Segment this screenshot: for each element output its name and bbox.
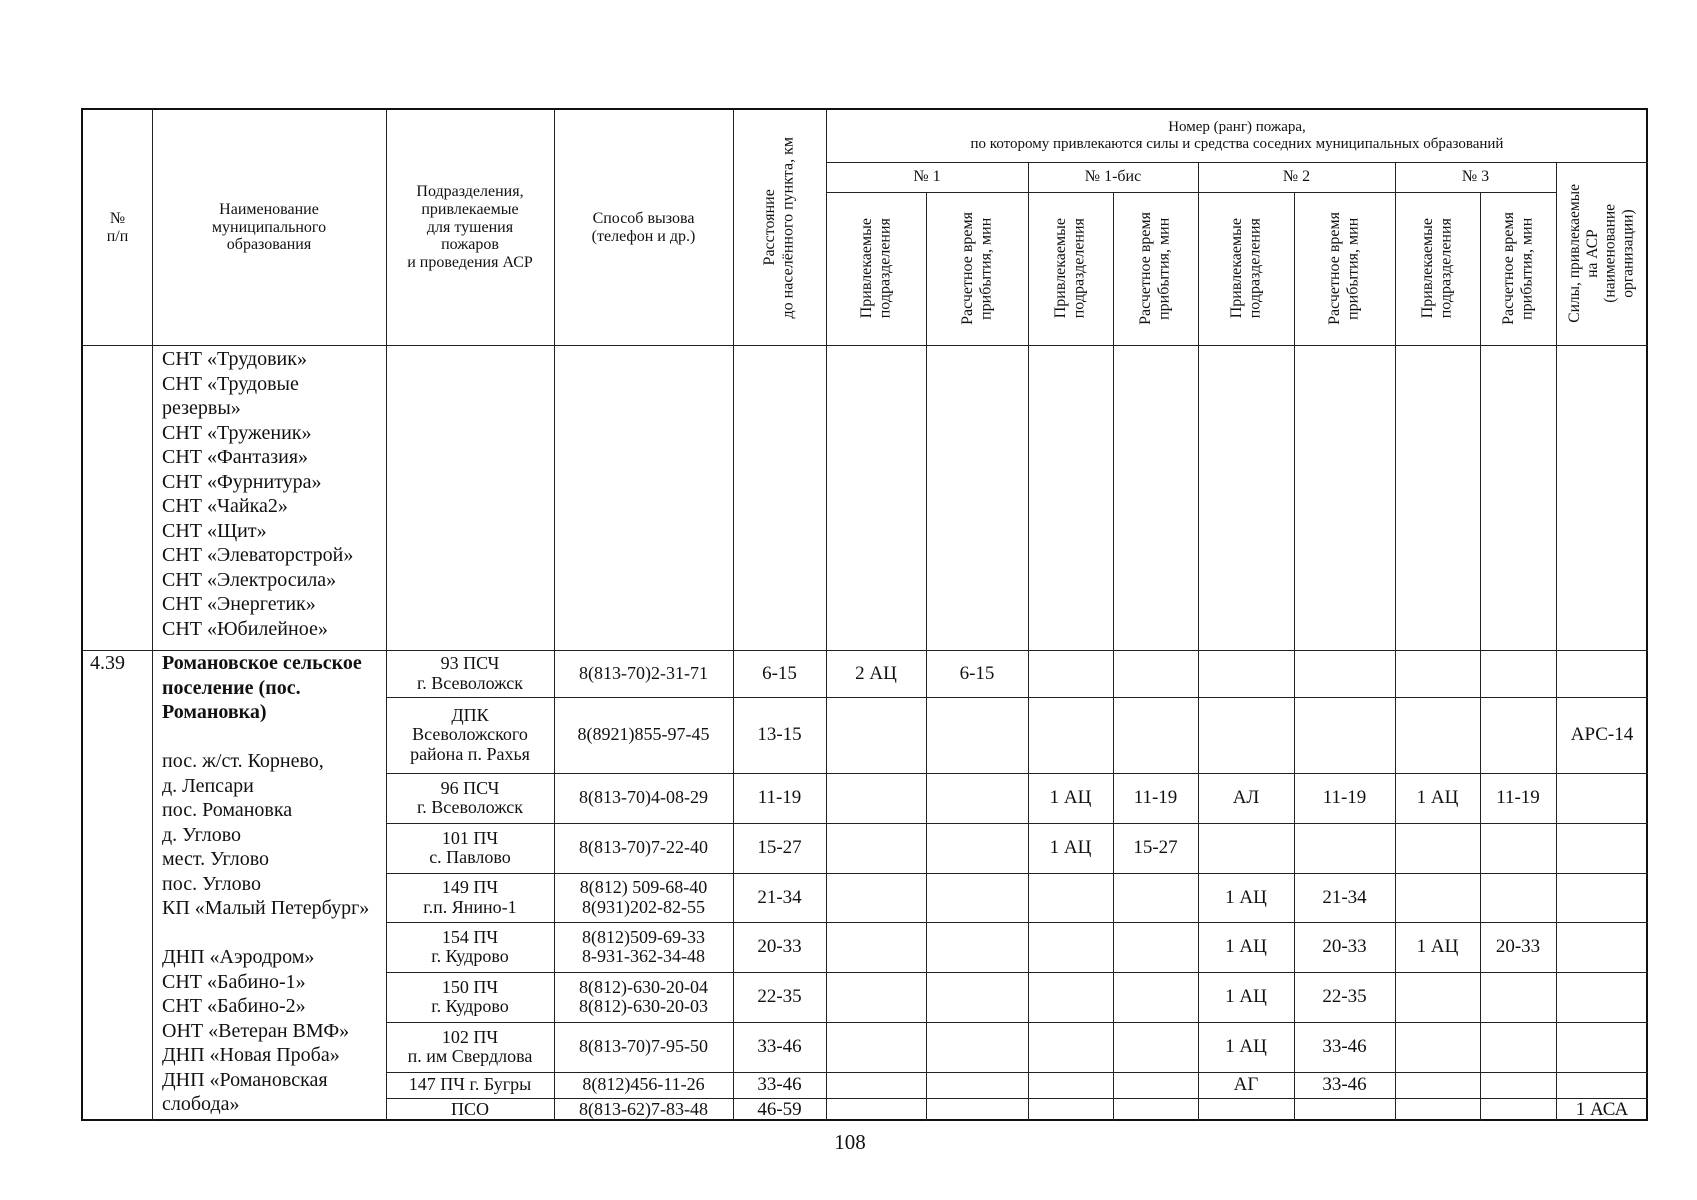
settlement-item: пос. Углово bbox=[162, 872, 261, 895]
header-call-method: Способ вызова (телефон и др.) bbox=[591, 209, 696, 245]
table-cell-r2t bbox=[1294, 650, 1395, 697]
list-item: СНТ «Фурнитура» bbox=[162, 470, 322, 493]
header-rank-3: № 3 bbox=[1461, 168, 1490, 186]
header-r3-time-text: Расчетное время прибытия, мин bbox=[1499, 212, 1535, 325]
table-rule bbox=[386, 972, 1648, 973]
table-cell-r1t bbox=[926, 697, 1028, 773]
table-cell-rbt bbox=[1113, 922, 1198, 972]
table-cell-r2t bbox=[1294, 1098, 1395, 1121]
table-cell-dist: 13-15 bbox=[757, 724, 802, 746]
table-cell-r1u bbox=[826, 773, 926, 823]
table-cell-r1u bbox=[826, 972, 926, 1022]
table-cell-r1u bbox=[826, 823, 926, 873]
table-cell-rbu bbox=[1028, 1072, 1113, 1098]
fire-response-table bbox=[81, 108, 1648, 1121]
table-cell-dist: 21-34 bbox=[757, 886, 802, 908]
list-item: СНТ «Фантазия» bbox=[162, 446, 309, 468]
table-cell-r3u bbox=[1395, 873, 1480, 922]
table-rule bbox=[1028, 162, 1029, 1121]
table-rule bbox=[83, 345, 1648, 346]
table-cell-r3t bbox=[1480, 823, 1556, 873]
table-cell-r3u bbox=[1395, 650, 1480, 697]
settlement-item: ДНП «Новая Проба» bbox=[162, 1044, 340, 1066]
table-cell-dist: 6-15 bbox=[762, 662, 797, 684]
table-cell-r3t bbox=[1480, 873, 1556, 922]
table-cell-r2u: АЛ bbox=[1232, 787, 1260, 809]
header-r2-time-text: Расчетное время прибытия, мин bbox=[1326, 212, 1362, 325]
header-rank-1: № 1 bbox=[913, 168, 941, 186]
table-cell-r2u: 1 АЦ bbox=[1225, 1036, 1267, 1058]
table-cell-r1t bbox=[926, 972, 1028, 1022]
table-cell-unit: 150 ПЧ г. Кудрово bbox=[431, 976, 509, 1016]
table-cell-r1t: 6-15 bbox=[959, 662, 995, 684]
table-cell-asr: АРС-14 bbox=[1570, 724, 1634, 746]
table-rule bbox=[826, 110, 827, 1121]
table-cell-r2t: 11-19 bbox=[1322, 787, 1367, 809]
header-r1bis-units bbox=[1028, 192, 1113, 345]
table-rule bbox=[386, 697, 1648, 698]
list-item: СНТ «Электросила» bbox=[162, 568, 337, 591]
table-cell-r2t: 22-35 bbox=[1322, 986, 1367, 1008]
entry-name-line: Романовка) bbox=[162, 701, 267, 723]
table-cell-dist: 33-46 bbox=[757, 1074, 802, 1096]
prev-entry-list bbox=[152, 345, 386, 650]
entry-municipality bbox=[152, 650, 386, 1120]
table-rule bbox=[386, 1022, 1648, 1023]
settlement-item: слобода» bbox=[162, 1093, 240, 1115]
table-cell-r2u: АГ bbox=[1233, 1074, 1259, 1096]
table-cell-rbu: 1 АЦ bbox=[1049, 837, 1092, 859]
header-r1-time bbox=[926, 192, 1028, 345]
table-rule bbox=[1113, 192, 1114, 1121]
entry-name-line: поселение (пос. bbox=[162, 676, 301, 699]
table-rule bbox=[1294, 192, 1295, 1121]
table-rule bbox=[386, 823, 1648, 824]
table-cell-r2u bbox=[1198, 697, 1294, 773]
list-item: СНТ «Юбилейное» bbox=[162, 617, 328, 640]
table-cell-phone: 8(8921)855-97-45 bbox=[577, 724, 710, 745]
table-cell-r2t: 20-33 bbox=[1322, 936, 1367, 958]
table-cell-r2u: 1 АЦ bbox=[1225, 886, 1267, 908]
table-cell-r3t bbox=[1480, 697, 1556, 773]
table-cell-rbt: 15-27 bbox=[1133, 837, 1178, 859]
header-r2-units bbox=[1198, 192, 1294, 345]
list-item: СНТ «Труженик» bbox=[162, 421, 312, 444]
table-cell-r3t bbox=[1480, 972, 1556, 1022]
table-cell-r3t bbox=[1480, 650, 1556, 697]
header-rank-title: Номер (ранг) пожара, по которому привлекаются силы и средства соседних муниципальных образований bbox=[970, 119, 1504, 152]
list-item: резервы» bbox=[162, 397, 241, 419]
table-cell-r2u: 1 АЦ bbox=[1225, 986, 1267, 1008]
table-rule bbox=[1556, 162, 1557, 1121]
table-cell-r3t: 20-33 bbox=[1495, 936, 1541, 958]
table-cell-r2t: 33-46 bbox=[1322, 1036, 1367, 1058]
settlement-item: СНТ «Бабино-2» bbox=[162, 995, 306, 1017]
table-cell-rbt: 11-19 bbox=[1133, 787, 1178, 809]
table-cell-r2u bbox=[1198, 823, 1294, 873]
table-cell-r3u bbox=[1395, 972, 1480, 1022]
entry-number: 4.39 bbox=[90, 652, 125, 674]
table-cell-unit: 149 ПЧ г.п. Янино-1 bbox=[423, 877, 517, 917]
settlement-item: мест. Углово bbox=[162, 848, 270, 870]
table-cell-phone: 8(812)509-69-33 8-931-362-34-48 bbox=[582, 926, 705, 966]
header-r2-time bbox=[1294, 192, 1395, 345]
table-cell-r1u bbox=[826, 922, 926, 972]
table-cell-r3t bbox=[1480, 1072, 1556, 1098]
table-cell-unit: 93 ПСЧ г. Всеволожск bbox=[416, 653, 524, 693]
header-distance-text: Расстояние до населённого пункта, км bbox=[761, 136, 797, 319]
table-cell-r1t bbox=[926, 922, 1028, 972]
table-cell-r3u bbox=[1395, 1098, 1480, 1121]
table-cell-r2t: 33-46 bbox=[1322, 1074, 1367, 1096]
table-cell-r3u bbox=[1395, 697, 1480, 773]
table-cell-rbu bbox=[1028, 1098, 1113, 1121]
table-cell-r1t bbox=[926, 873, 1028, 922]
header-asr-text: Силы, привлекаемые на АСР (наименование организации) bbox=[1566, 184, 1637, 323]
table-cell-phone: 8(812)-630-20-04 8(812)-630-20-03 bbox=[579, 976, 708, 1016]
table-rule bbox=[386, 773, 1648, 774]
table-cell-rbu: 1 АЦ bbox=[1049, 787, 1092, 809]
header-rank-2: № 2 bbox=[1282, 168, 1311, 186]
entry-name-line: Романовское сельское bbox=[162, 652, 362, 674]
table-rule bbox=[1198, 162, 1199, 1121]
table-cell-r3t bbox=[1480, 1022, 1556, 1072]
list-item: СНТ «Элеваторстрой» bbox=[162, 544, 354, 566]
table-rule bbox=[1395, 162, 1396, 1121]
table-cell-phone: 8(813-70)4-08-29 bbox=[579, 787, 708, 808]
table-cell-unit: 102 ПЧ п. им Свердлова bbox=[407, 1026, 533, 1066]
settlement-item: ОНТ «Ветеран ВМФ» bbox=[162, 1019, 350, 1042]
table-cell-rbt bbox=[1113, 697, 1198, 773]
table-cell-unit: ПСО bbox=[450, 1098, 489, 1119]
page-number: 108 bbox=[834, 1130, 866, 1154]
table-cell-phone: 8(813-70)7-22-40 bbox=[579, 837, 708, 858]
table-rule bbox=[826, 162, 1648, 163]
table-cell-r1u bbox=[826, 697, 926, 773]
header-units: Подразделения, привлекаемые для тушения пожаров и проведения АСР bbox=[407, 182, 533, 272]
table-cell-asr: 1 АСА bbox=[1575, 1098, 1629, 1120]
table-cell-rbt bbox=[1113, 873, 1198, 922]
table-rule bbox=[83, 650, 1648, 651]
header-r3-units-text: Привлекаемые подразделения bbox=[1419, 218, 1455, 319]
header-r3-units bbox=[1395, 192, 1480, 345]
table-cell-rbu bbox=[1028, 922, 1113, 972]
settlement-item bbox=[162, 725, 167, 750]
settlement-item: пос. ж/ст. Корнево, bbox=[162, 750, 324, 772]
header-r1bis-time-text: Расчетное время прибытия, мин bbox=[1137, 212, 1173, 325]
table-cell-rbu bbox=[1028, 1022, 1113, 1072]
table-cell-unit: ДПК Всеволожского района п. Рахья bbox=[410, 704, 530, 764]
settlement-item: КП «Малый Петербург» bbox=[162, 897, 370, 919]
table-cell-phone: 8(812)456-11-26 bbox=[582, 1074, 705, 1095]
table-rule bbox=[386, 110, 387, 1121]
table-cell-dist: 33-46 bbox=[757, 1036, 802, 1058]
table-cell-dist: 15-27 bbox=[757, 837, 802, 859]
table-cell-r3t bbox=[1480, 1098, 1556, 1121]
table-cell-unit: 147 ПЧ г. Бугры bbox=[408, 1074, 532, 1095]
settlement-item: ДНП «Романовская bbox=[162, 1068, 328, 1091]
header-r1bis-time bbox=[1113, 192, 1198, 345]
table-cell-r3u bbox=[1395, 823, 1480, 873]
settlement-item bbox=[162, 921, 167, 946]
table-cell-asr bbox=[1556, 1072, 1648, 1098]
table-cell-rbu bbox=[1028, 697, 1113, 773]
table-cell-unit: 154 ПЧ г. Кудрово bbox=[431, 926, 509, 966]
table-cell-phone: 8(813-70)2-31-71 bbox=[579, 662, 708, 683]
list-item: СНТ «Трудовые bbox=[162, 372, 299, 395]
table-rule bbox=[926, 192, 927, 1121]
header-municipality: Наименование муниципального образования bbox=[211, 200, 327, 254]
table-cell-r2u bbox=[1198, 650, 1294, 697]
table-rule bbox=[386, 922, 1648, 923]
header-r1-time-text: Расчетное время прибытия, мин bbox=[958, 212, 994, 325]
table-cell-rbt bbox=[1113, 972, 1198, 1022]
table-cell-r1u bbox=[826, 873, 926, 922]
table-cell-dist: 22-35 bbox=[757, 986, 802, 1008]
table-cell-r1t bbox=[926, 773, 1028, 823]
table-cell-asr bbox=[1556, 922, 1648, 972]
table-cell-r2u: 1 АЦ bbox=[1225, 936, 1267, 958]
list-item: СНТ «Трудовик» bbox=[162, 348, 307, 370]
settlement-item: д. Лепсари bbox=[162, 774, 254, 797]
table-rule bbox=[733, 110, 734, 1121]
table-rule bbox=[554, 110, 555, 1121]
header-r2-units-text: Привлекаемые подразделения bbox=[1227, 218, 1263, 319]
table-cell-r1u bbox=[826, 1022, 926, 1072]
table-cell-unit: 101 ПЧ с. Павлово bbox=[429, 827, 511, 867]
table-cell-r3u bbox=[1395, 1022, 1480, 1072]
table-cell-rbu bbox=[1028, 650, 1113, 697]
table-cell-r2t bbox=[1294, 823, 1395, 873]
table-cell-rbu bbox=[1028, 873, 1113, 922]
table-cell-unit: 96 ПСЧ г. Всеволожск bbox=[416, 777, 524, 817]
table-cell-r2u bbox=[1198, 1098, 1294, 1121]
header-num: № п/п bbox=[106, 209, 129, 245]
table-cell-asr bbox=[1556, 650, 1648, 697]
table-cell-r3u bbox=[1395, 1072, 1480, 1098]
header-r1-units bbox=[826, 192, 926, 345]
table-cell-r1u: 2 АЦ bbox=[855, 662, 897, 684]
table-cell-rbt bbox=[1113, 650, 1198, 697]
table-cell-dist: 20-33 bbox=[757, 936, 802, 958]
table-rule bbox=[1480, 192, 1481, 1121]
table-cell-asr bbox=[1556, 823, 1648, 873]
table-cell-rbu bbox=[1028, 972, 1113, 1022]
table-rule bbox=[152, 110, 153, 1121]
table-rule bbox=[386, 1098, 1648, 1099]
settlement-item: ДНП «Аэродром» bbox=[162, 946, 315, 968]
table-cell-r1u bbox=[826, 1072, 926, 1098]
settlement-item: СНТ «Бабино-1» bbox=[162, 970, 306, 993]
table-cell-asr bbox=[1556, 1022, 1648, 1072]
table-cell-r1t bbox=[926, 1022, 1028, 1072]
table-cell-r3t: 11-19 bbox=[1496, 787, 1540, 809]
settlement-item: д. Углово bbox=[162, 823, 242, 846]
table-cell-phone: 8(813-62)7-83-48 bbox=[579, 1098, 708, 1119]
settlement-item: пос. Романовка bbox=[162, 799, 293, 821]
header-rank-1bis: № 1-бис bbox=[1084, 168, 1142, 186]
table-rule bbox=[386, 1072, 1648, 1073]
table-cell-asr bbox=[1556, 972, 1648, 1022]
header-r1bis-units-text: Привлекаемые подразделения bbox=[1052, 218, 1088, 319]
table-cell-rbt bbox=[1113, 1022, 1198, 1072]
table-cell-rbt bbox=[1113, 1072, 1198, 1098]
table-rule bbox=[826, 192, 1556, 193]
table-cell-asr bbox=[1556, 873, 1648, 922]
table-cell-asr bbox=[1556, 773, 1648, 823]
header-asr bbox=[1556, 162, 1648, 345]
table-cell-r3u: 1 АЦ bbox=[1416, 787, 1459, 809]
table-cell-r1t bbox=[926, 1072, 1028, 1098]
table-cell-r3u: 1 АЦ bbox=[1416, 936, 1459, 958]
table-cell-dist: 11-19 bbox=[757, 787, 802, 809]
header-distance bbox=[733, 110, 826, 345]
list-item: СНТ «Чайка2» bbox=[162, 495, 288, 517]
list-item: СНТ «Энергетик» bbox=[162, 593, 316, 615]
table-cell-phone: 8(813-70)7-95-50 bbox=[579, 1036, 708, 1057]
header-r1-units-text: Привлекаемые подразделения bbox=[857, 218, 893, 319]
table-cell-phone: 8(812) 509-68-40 8(931)202-82-55 bbox=[579, 877, 708, 917]
table-cell-rbt bbox=[1113, 1098, 1198, 1121]
table-cell-r1t bbox=[926, 823, 1028, 873]
table-cell-r1t bbox=[926, 1098, 1028, 1121]
table-rule bbox=[386, 873, 1648, 874]
table-cell-r2t: 21-34 bbox=[1322, 886, 1367, 908]
table-cell-r1u bbox=[826, 1098, 926, 1121]
list-item: СНТ «Щит» bbox=[162, 519, 267, 542]
table-cell-r2t bbox=[1294, 697, 1395, 773]
table-cell-dist: 46-59 bbox=[757, 1098, 802, 1120]
header-r3-time bbox=[1480, 192, 1556, 345]
